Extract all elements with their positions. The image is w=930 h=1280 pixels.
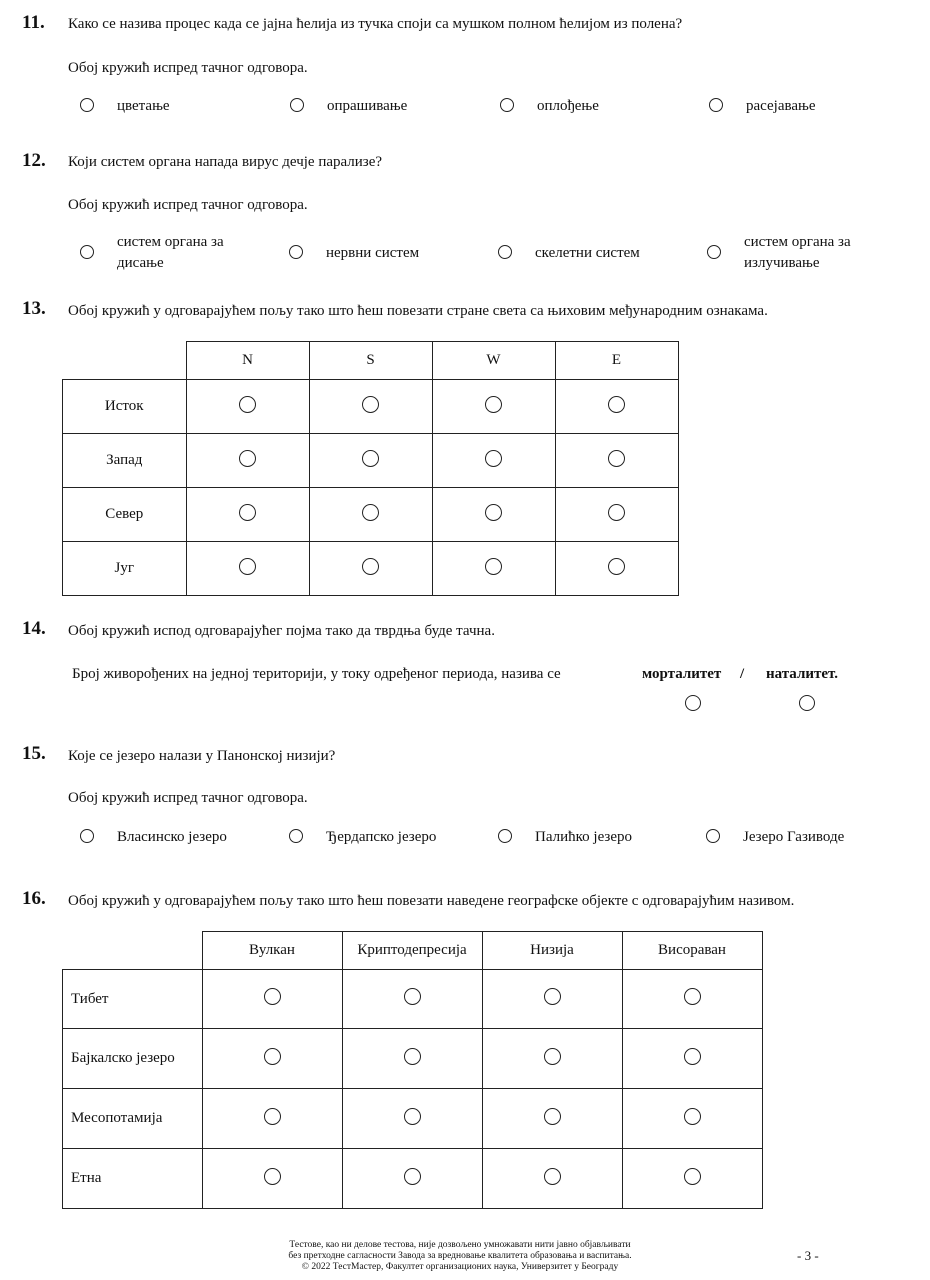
- q11-option-1-radio[interactable]: [80, 98, 94, 112]
- q16-radio-r3c1[interactable]: [264, 1108, 281, 1125]
- q16-radio-r3c4[interactable]: [684, 1108, 701, 1125]
- q15-number: 15.: [22, 743, 46, 764]
- q16-col-header: Криптодепресија: [342, 932, 482, 970]
- q13-radio-r3c4[interactable]: [608, 504, 625, 521]
- q11-text: Како се назива процес када се јајна ћелија из тучка споји са мушком полном ћелијом из полена?: [68, 16, 683, 32]
- q12-instruction: Обој кружић испред тачног одговора.: [68, 197, 308, 213]
- q13-radio-r4c2[interactable]: [362, 558, 379, 575]
- q16-radio-r1c1[interactable]: [264, 988, 281, 1005]
- q15-option-4-label: Језеро Газиводе: [743, 829, 845, 845]
- q13-radio-r3c3[interactable]: [485, 504, 502, 521]
- q13-row-label: Исток: [63, 380, 187, 434]
- q15-option-3-radio[interactable]: [498, 829, 512, 843]
- q13-col-header: S: [309, 342, 432, 380]
- q16-row-label: Етна: [63, 1149, 203, 1209]
- q16-radio-r1c4[interactable]: [684, 988, 701, 1005]
- q12-option-2-radio[interactable]: [289, 245, 303, 259]
- page-footer: [230, 1240, 690, 1273]
- q13-radio-r2c3[interactable]: [485, 450, 502, 467]
- q13-radio-r4c4[interactable]: [608, 558, 625, 575]
- q16-radio-r1c3[interactable]: [544, 988, 561, 1005]
- q11-number: 11.: [22, 12, 45, 33]
- q12-option-4-label: систем органа за излучивање: [744, 234, 851, 271]
- q11-option-4-radio[interactable]: [709, 98, 723, 112]
- footer-line: без претходне сагласности Завода за вредновање квалитета образовања и васпитања.: [288, 1251, 632, 1261]
- q13-text: Обој кружић у одговарајућем пољу тако што ћеш повезати стране света са њиховим међународним ознакама.: [68, 303, 768, 319]
- q13-table: [62, 341, 679, 596]
- q13-radio-r1c2[interactable]: [362, 396, 379, 413]
- q15-instruction: Обој кружић испред тачног одговора.: [68, 790, 308, 806]
- q13-row-label: Југ: [63, 542, 187, 596]
- q13-row-label: Запад: [63, 434, 187, 488]
- q16-radio-r2c2[interactable]: [404, 1048, 421, 1065]
- q13-radio-r2c2[interactable]: [362, 450, 379, 467]
- q12-number: 12.: [22, 150, 46, 171]
- q13-col-header: E: [555, 342, 678, 380]
- q13-radio-r3c2[interactable]: [362, 504, 379, 521]
- q11-option-4-label: расејавање: [746, 98, 816, 114]
- q11-instruction: Обој кружић испред тачног одговора.: [68, 60, 308, 76]
- q13-row-label: Север: [63, 488, 187, 542]
- q13-number: 13.: [22, 298, 46, 319]
- q14-statement: Број живорођених на једној територији, у току одређеног периода, назива се: [72, 666, 561, 682]
- q16-col-header: Висораван: [622, 932, 762, 970]
- q14-choice-a: морталитет: [642, 666, 722, 682]
- q15-text: Које се језеро налази у Панонској низији?: [68, 748, 336, 764]
- q16-row-label: Тибет: [63, 970, 203, 1029]
- q13-radio-r1c4[interactable]: [608, 396, 625, 413]
- q16-radio-r2c3[interactable]: [544, 1048, 561, 1065]
- q16-radio-r4c3[interactable]: [544, 1168, 561, 1185]
- q12-text: Који систем органа напада вирус дечје парализе?: [68, 154, 383, 170]
- q15-option-1-radio[interactable]: [80, 829, 94, 843]
- q13-radio-r3c1[interactable]: [239, 504, 256, 521]
- q13-radio-r1c1[interactable]: [239, 396, 256, 413]
- q11-option-1-label: цветање: [117, 98, 170, 114]
- q16-radio-r4c2[interactable]: [404, 1168, 421, 1185]
- q13-radio-r1c3[interactable]: [485, 396, 502, 413]
- q12-option-1-radio[interactable]: [80, 245, 94, 259]
- q14-choice-b: наталитет.: [766, 666, 839, 682]
- q15-option-1-label: Власинско језеро: [117, 829, 227, 845]
- footer-line: © 2022 ТестМастер, Факултет организационих наука, Универзитет у Београду: [301, 1262, 619, 1272]
- q11-option-2-radio[interactable]: [290, 98, 304, 112]
- q16-radio-r2c1[interactable]: [264, 1048, 281, 1065]
- page-number: - 3 -: [797, 1248, 819, 1263]
- q15-option-4-radio[interactable]: [706, 829, 720, 843]
- q16-row-label: Бајкалско језеро: [63, 1029, 203, 1089]
- q12-option-3-radio[interactable]: [498, 245, 512, 259]
- q16-radio-r4c1[interactable]: [264, 1168, 281, 1185]
- q15-option-2-label: Ђердапско језеро: [326, 829, 437, 845]
- q11-option-3-radio[interactable]: [500, 98, 514, 112]
- q16-radio-r3c2[interactable]: [404, 1108, 421, 1125]
- q13-radio-r2c4[interactable]: [608, 450, 625, 467]
- q13-col-header: N: [186, 342, 309, 380]
- q15-option-3-label: Палићко језеро: [535, 829, 633, 845]
- q11-option-2-label: опрашивање: [327, 98, 408, 114]
- q14-separator: /: [740, 666, 745, 682]
- q14-choice-a-radio[interactable]: [685, 695, 701, 711]
- q16-radio-r2c4[interactable]: [684, 1048, 701, 1065]
- q13-col-header: W: [432, 342, 555, 380]
- q16-radio-r1c2[interactable]: [404, 988, 421, 1005]
- q13-radio-r2c1[interactable]: [239, 450, 256, 467]
- q16-table: [62, 931, 763, 1209]
- q12-option-2-label: нервни систем: [326, 245, 420, 261]
- q16-row-label: Месопотамија: [63, 1089, 203, 1149]
- q13-radio-r4c1[interactable]: [239, 558, 256, 575]
- q16-text: Обој кружић у одговарајућем пољу тако што ћеш повезати наведене географске објекте с одговарајућим називом.: [68, 893, 795, 909]
- q16-number: 16.: [22, 888, 46, 909]
- q14-number: 14.: [22, 618, 46, 639]
- q12-option-4-radio[interactable]: [707, 245, 721, 259]
- footer-line: Тестове, као ни делове тестова, није дозвољено умножавати нити јавно објављивати: [289, 1240, 631, 1250]
- q16-radio-r3c3[interactable]: [544, 1108, 561, 1125]
- q14-choice-b-radio[interactable]: [799, 695, 815, 711]
- q16-col-header: Вулкан: [202, 932, 342, 970]
- q15-option-2-radio[interactable]: [289, 829, 303, 843]
- q11-option-3-label: оплођење: [537, 98, 599, 114]
- q12-option-3-label: скелетни систем: [535, 245, 640, 261]
- q14-text: Обој кружић испод одговарајућег појма тако да тврдња буде тачна.: [68, 623, 495, 639]
- q16-col-header: Низија: [482, 932, 622, 970]
- q16-radio-r4c4[interactable]: [684, 1168, 701, 1185]
- q12-option-1-label: систем органа за дисање: [117, 234, 224, 271]
- q13-radio-r4c3[interactable]: [485, 558, 502, 575]
